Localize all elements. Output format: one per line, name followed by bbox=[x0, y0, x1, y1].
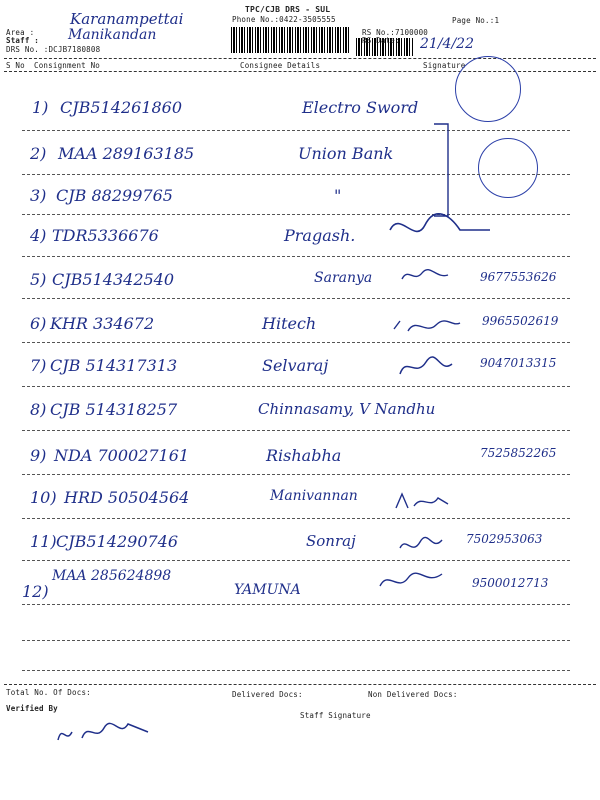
non-delivered-docs-label: Non Delivered Docs: bbox=[368, 690, 458, 699]
row-divider bbox=[22, 342, 570, 343]
entry-number: 2) bbox=[30, 144, 47, 163]
entry-number: 1) bbox=[32, 98, 49, 117]
phone-number: 7502953063 bbox=[466, 532, 543, 546]
barcode-left bbox=[231, 27, 351, 53]
row-divider bbox=[22, 474, 570, 475]
phone-number: 9677553626 bbox=[480, 270, 557, 284]
staff-signature-label: Staff Signature bbox=[300, 711, 371, 720]
row-divider bbox=[22, 130, 570, 131]
signature-scribble bbox=[376, 568, 446, 596]
consignment-number: CJB514261860 bbox=[60, 98, 183, 117]
area-value: Karanampettai bbox=[70, 10, 184, 28]
consignment-number: KHR 334672 bbox=[50, 314, 155, 333]
consignment-number: TDR5336676 bbox=[52, 226, 159, 245]
list-item bbox=[22, 144, 582, 184]
row-divider bbox=[22, 386, 570, 387]
consignment-number: CJB514290746 bbox=[56, 532, 179, 551]
consignee-name: Electro Sword bbox=[302, 98, 419, 117]
entry-number: 4) bbox=[30, 226, 47, 245]
list-item bbox=[22, 488, 582, 528]
row-divider bbox=[22, 670, 570, 671]
entry-number: 6) bbox=[30, 314, 47, 333]
delivery-bracket-line bbox=[430, 120, 460, 220]
staff-value: Manikandan bbox=[68, 27, 157, 43]
consignment-number: NDA 700027161 bbox=[54, 446, 190, 465]
list-item bbox=[22, 314, 582, 354]
phone-number: 9047013315 bbox=[480, 356, 557, 370]
row-divider bbox=[22, 174, 570, 175]
list-item bbox=[22, 270, 582, 310]
page-number: Page No.:1 bbox=[452, 16, 500, 25]
total-docs-label: Total No. Of Docs: bbox=[6, 688, 91, 697]
column-consignee: Consignee Details bbox=[240, 61, 321, 70]
row-divider bbox=[22, 430, 570, 431]
consignee-name: " bbox=[334, 186, 342, 205]
phone-number: 9965502619 bbox=[482, 314, 559, 328]
consignment-number: CJB514342540 bbox=[52, 270, 175, 289]
row-divider bbox=[22, 560, 570, 561]
list-item bbox=[22, 532, 582, 572]
consignment-number: MAA 289163185 bbox=[58, 144, 195, 163]
rs-number: RS No.:7100000 bbox=[362, 28, 429, 37]
verifier-signature bbox=[54, 714, 154, 748]
list-item bbox=[22, 568, 582, 608]
list-item bbox=[22, 98, 582, 138]
entry-number: 5) bbox=[30, 270, 47, 289]
consignee-name: Selvaraj bbox=[262, 356, 329, 375]
entry-number: 11) bbox=[30, 532, 57, 551]
signature-scribble bbox=[392, 315, 462, 337]
signature-scribble bbox=[396, 352, 456, 382]
consignment-number: CJB 514318257 bbox=[50, 400, 178, 419]
consignee-name: Sonraj bbox=[306, 532, 356, 550]
row-divider bbox=[22, 298, 570, 299]
row-divider bbox=[22, 604, 570, 605]
verified-by-label: Verified By bbox=[6, 704, 58, 713]
delivered-docs-label: Delivered Docs: bbox=[232, 690, 303, 699]
column-sno: S No bbox=[6, 61, 25, 70]
column-consignment: Consignment No bbox=[34, 61, 101, 70]
consignment-number: MAA 285624898 bbox=[52, 568, 172, 584]
consignee-name: Pragash. bbox=[284, 226, 356, 245]
consignee-name: Chinnasamy, V Nandhu bbox=[258, 400, 436, 418]
staff-label: Staff : bbox=[6, 36, 40, 45]
entry-number: 3) bbox=[30, 186, 47, 205]
consignee-name: Manivannan bbox=[270, 488, 358, 504]
consignee-name: Hitech bbox=[262, 314, 317, 333]
footer-divider bbox=[4, 684, 596, 685]
rs-date-value: 21/4/22 bbox=[420, 36, 474, 52]
consignment-number: HRD 50504564 bbox=[64, 488, 190, 507]
consignee-name: Rishabha bbox=[266, 446, 342, 465]
consignment-number: CJB 514317313 bbox=[50, 356, 178, 375]
entry-number: 7) bbox=[30, 356, 47, 375]
drs-number: DRS No. :DCJB7180808 bbox=[6, 45, 101, 54]
list-item bbox=[22, 446, 582, 486]
entry-number: 9) bbox=[30, 446, 47, 465]
row-divider bbox=[22, 640, 570, 641]
phone-number: Phone No.:0422-3505555 bbox=[232, 15, 336, 24]
phone-number: 7525852265 bbox=[480, 446, 557, 460]
row-divider bbox=[22, 256, 570, 257]
signature-scribble bbox=[400, 265, 450, 285]
phone-number: 9500012713 bbox=[472, 576, 549, 590]
entry-number: 8) bbox=[30, 400, 47, 419]
consignee-name: YAMUNA bbox=[234, 582, 301, 598]
row-divider bbox=[22, 518, 570, 519]
rs-date-label: RS Date: bbox=[362, 36, 400, 45]
column-signature: Signature bbox=[423, 61, 466, 70]
entry-number: 10) bbox=[30, 488, 57, 507]
list-item bbox=[22, 356, 582, 396]
list-item bbox=[22, 400, 582, 440]
consignee-name: Union Bank bbox=[298, 144, 394, 163]
consignee-name: Saranya bbox=[314, 270, 373, 286]
consignment-number: CJB 88299765 bbox=[56, 186, 173, 205]
header-divider bbox=[4, 58, 596, 59]
signature-scribble bbox=[392, 488, 452, 516]
area-label: Area : bbox=[6, 28, 35, 37]
entry-number: 12) bbox=[22, 582, 49, 601]
signature-scribble bbox=[396, 532, 446, 560]
form-title: TPC/CJB DRS - SUL bbox=[245, 5, 331, 14]
